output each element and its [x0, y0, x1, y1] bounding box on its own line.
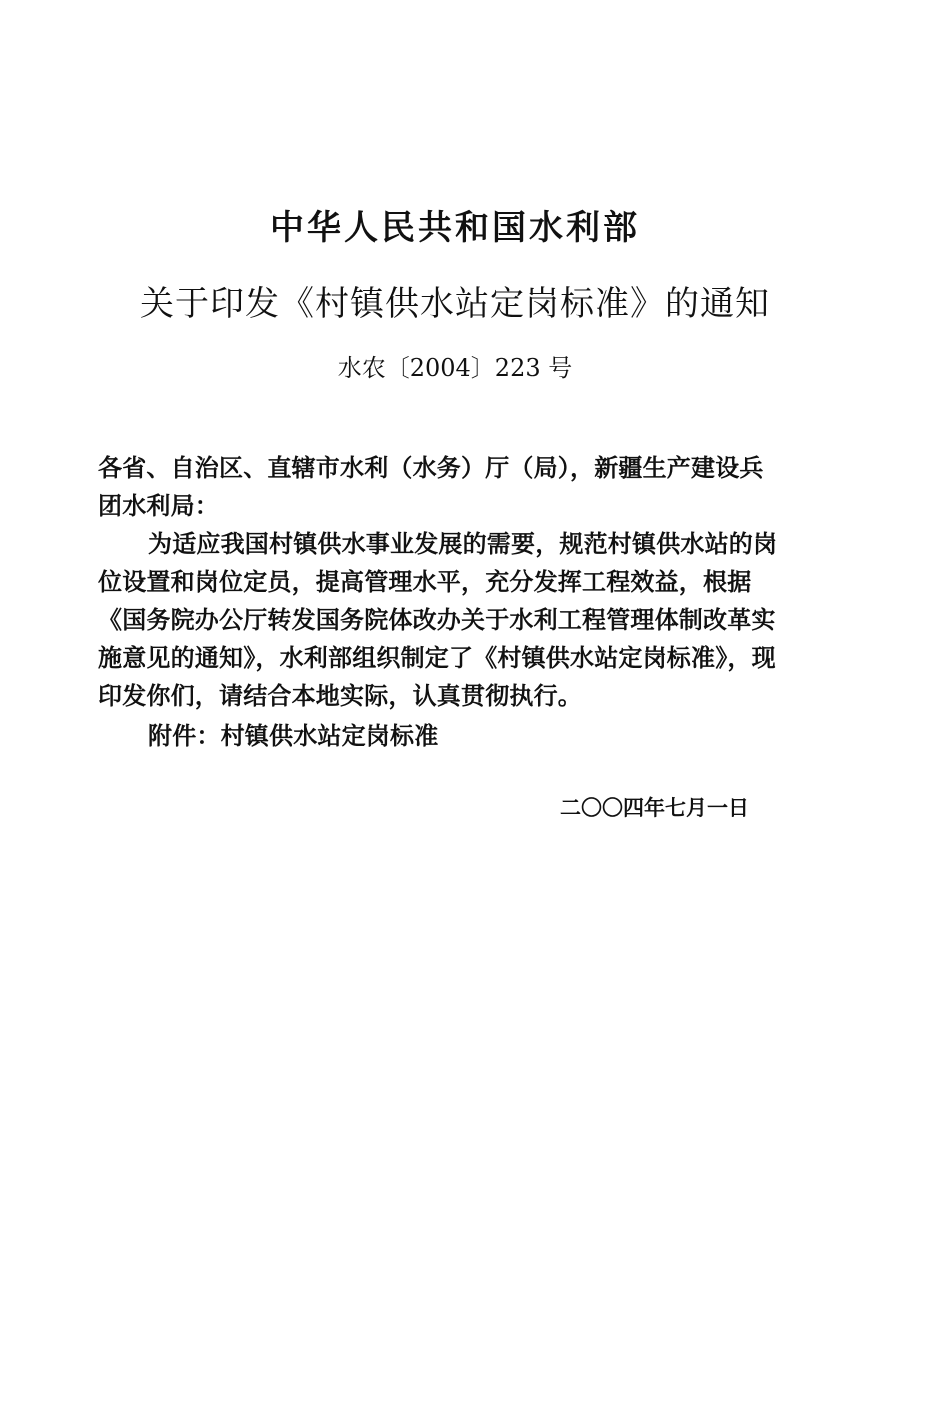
issue-date: 二〇〇四年七月一日 [560, 795, 749, 820]
body-line-1: 为适应我国村镇供水事业发展的需要，规范村镇供水站的岗 [148, 529, 778, 558]
document-title: 关于印发《村镇供水站定岗标准》的通知 [140, 284, 770, 324]
body-line-4: 施意见的通知》，水利部组织制定了《村镇供水站定岗标准》，现 [98, 643, 776, 672]
body-line-2: 位设置和岗位定员，提高管理水平，充分发挥工程效益，根据 [98, 567, 752, 596]
body-line-3: 《国务院办公厅转发国务院体改办关于水利工程管理体制改革实 [98, 605, 776, 634]
attachment-line: 附件：村镇供水站定岗标准 [148, 721, 439, 750]
document-number: 水农〔2004〕223 号 [337, 354, 573, 382]
addressee-line-2: 团水利局： [98, 491, 219, 520]
body-line-5: 印发你们，请结合本地实际，认真贯彻执行。 [98, 681, 582, 710]
issuer-heading: 中华人民共和国水利部 [270, 208, 640, 248]
addressee-line-1: 各省、自治区、直辖市水利（水务）厅（局），新疆生产建设兵 [98, 453, 764, 482]
